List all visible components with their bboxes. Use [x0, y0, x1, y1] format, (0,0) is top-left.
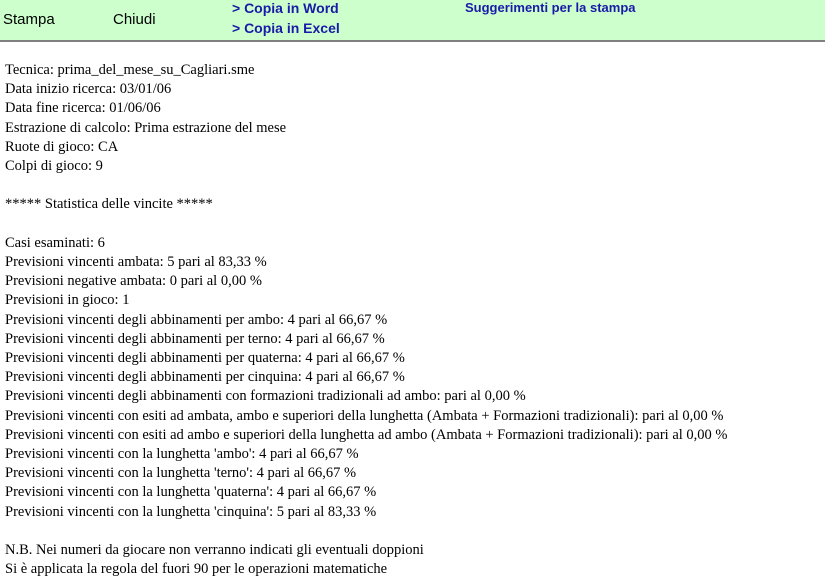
- copia-in-excel-link[interactable]: > Copia in Excel: [232, 20, 340, 36]
- suggerimenti-stampa-link[interactable]: Suggerimenti per la stampa: [465, 0, 636, 15]
- report-line: Data fine ricerca: 01/06/06: [5, 100, 161, 117]
- chiudi-button[interactable]: Chiudi: [113, 11, 156, 28]
- report-line: [5, 176, 825, 195]
- report-line: Tecnica: prima_del_mese_su_Cagliari.sme: [5, 62, 255, 78]
- report-line: Previsioni vincenti con esiti ad ambo e superiori della lunghetta ad ambo (Ambata + Formazioni tradizionali): pari al 0,00 %: [5, 426, 728, 443]
- report-line: N.B. Nei numeri da giocare non verranno indicati gli eventuali doppioni: [5, 542, 424, 559]
- report-line: Previsioni vincenti ambata: 5 pari al 83,33 %: [5, 254, 267, 270]
- report-line: [5, 215, 825, 234]
- report-line: Data inizio ricerca: 03/01/06: [5, 81, 172, 98]
- toolbar: [0, 0, 825, 42]
- report-line: Previsioni vincenti con la lunghetta 'ambo': 4 pari al 66,67 %: [5, 446, 359, 463]
- report-line: [5, 522, 825, 541]
- report-line: Colpi di gioco: 9: [5, 158, 103, 175]
- copia-in-word-link[interactable]: > Copia in Word: [232, 0, 339, 16]
- report-line: Ruote di gioco: CA: [5, 138, 119, 155]
- report-line: Previsioni vincenti degli abbinamenti per cinquina: 4 pari al 66,67 %: [5, 369, 405, 386]
- report-text: [0, 42, 825, 579]
- report-line: Previsioni vincenti degli abbinamenti per quaterna: 4 pari al 66,67 %: [5, 350, 405, 367]
- report-line: Casi esaminati: 6: [5, 234, 105, 251]
- report-line: ***** Statistica delle vincite *****: [5, 196, 213, 213]
- report-line: Previsioni vincenti degli abbinamenti con formazioni tradizionali ad ambo: pari al 0,00 %: [5, 388, 526, 405]
- stampa-button[interactable]: Stampa: [3, 11, 55, 28]
- report-line: Previsioni vincenti con la lunghetta 'cinquina': 5 pari al 83,33 %: [5, 503, 377, 520]
- report-line: Previsioni vincenti con la lunghetta 'quaterna': 4 pari al 66,67 %: [5, 484, 377, 501]
- report-line: Previsioni vincenti con esiti ad ambata, ambo e superiori della lunghetta (Ambata + Formazioni tradizionali): pari al 0,00 %: [5, 407, 724, 424]
- report-line: Previsioni negative ambata: 0 pari al 0,00 %: [5, 273, 262, 290]
- report-line: Previsioni vincenti con la lunghetta 'terno': 4 pari al 66,67 %: [5, 465, 357, 482]
- report-line: Si è applicata la regola del fuori 90 per le operazioni matematiche: [5, 561, 388, 578]
- report-line: Estrazione di calcolo: Prima estrazione del mese: [5, 119, 287, 136]
- report-line: Previsioni vincenti degli abbinamenti per terno: 4 pari al 66,67 %: [5, 330, 385, 347]
- report-line: Previsioni vincenti degli abbinamenti per ambo: 4 pari al 66,67 %: [5, 311, 388, 328]
- report-line: Previsioni in gioco: 1: [5, 292, 130, 309]
